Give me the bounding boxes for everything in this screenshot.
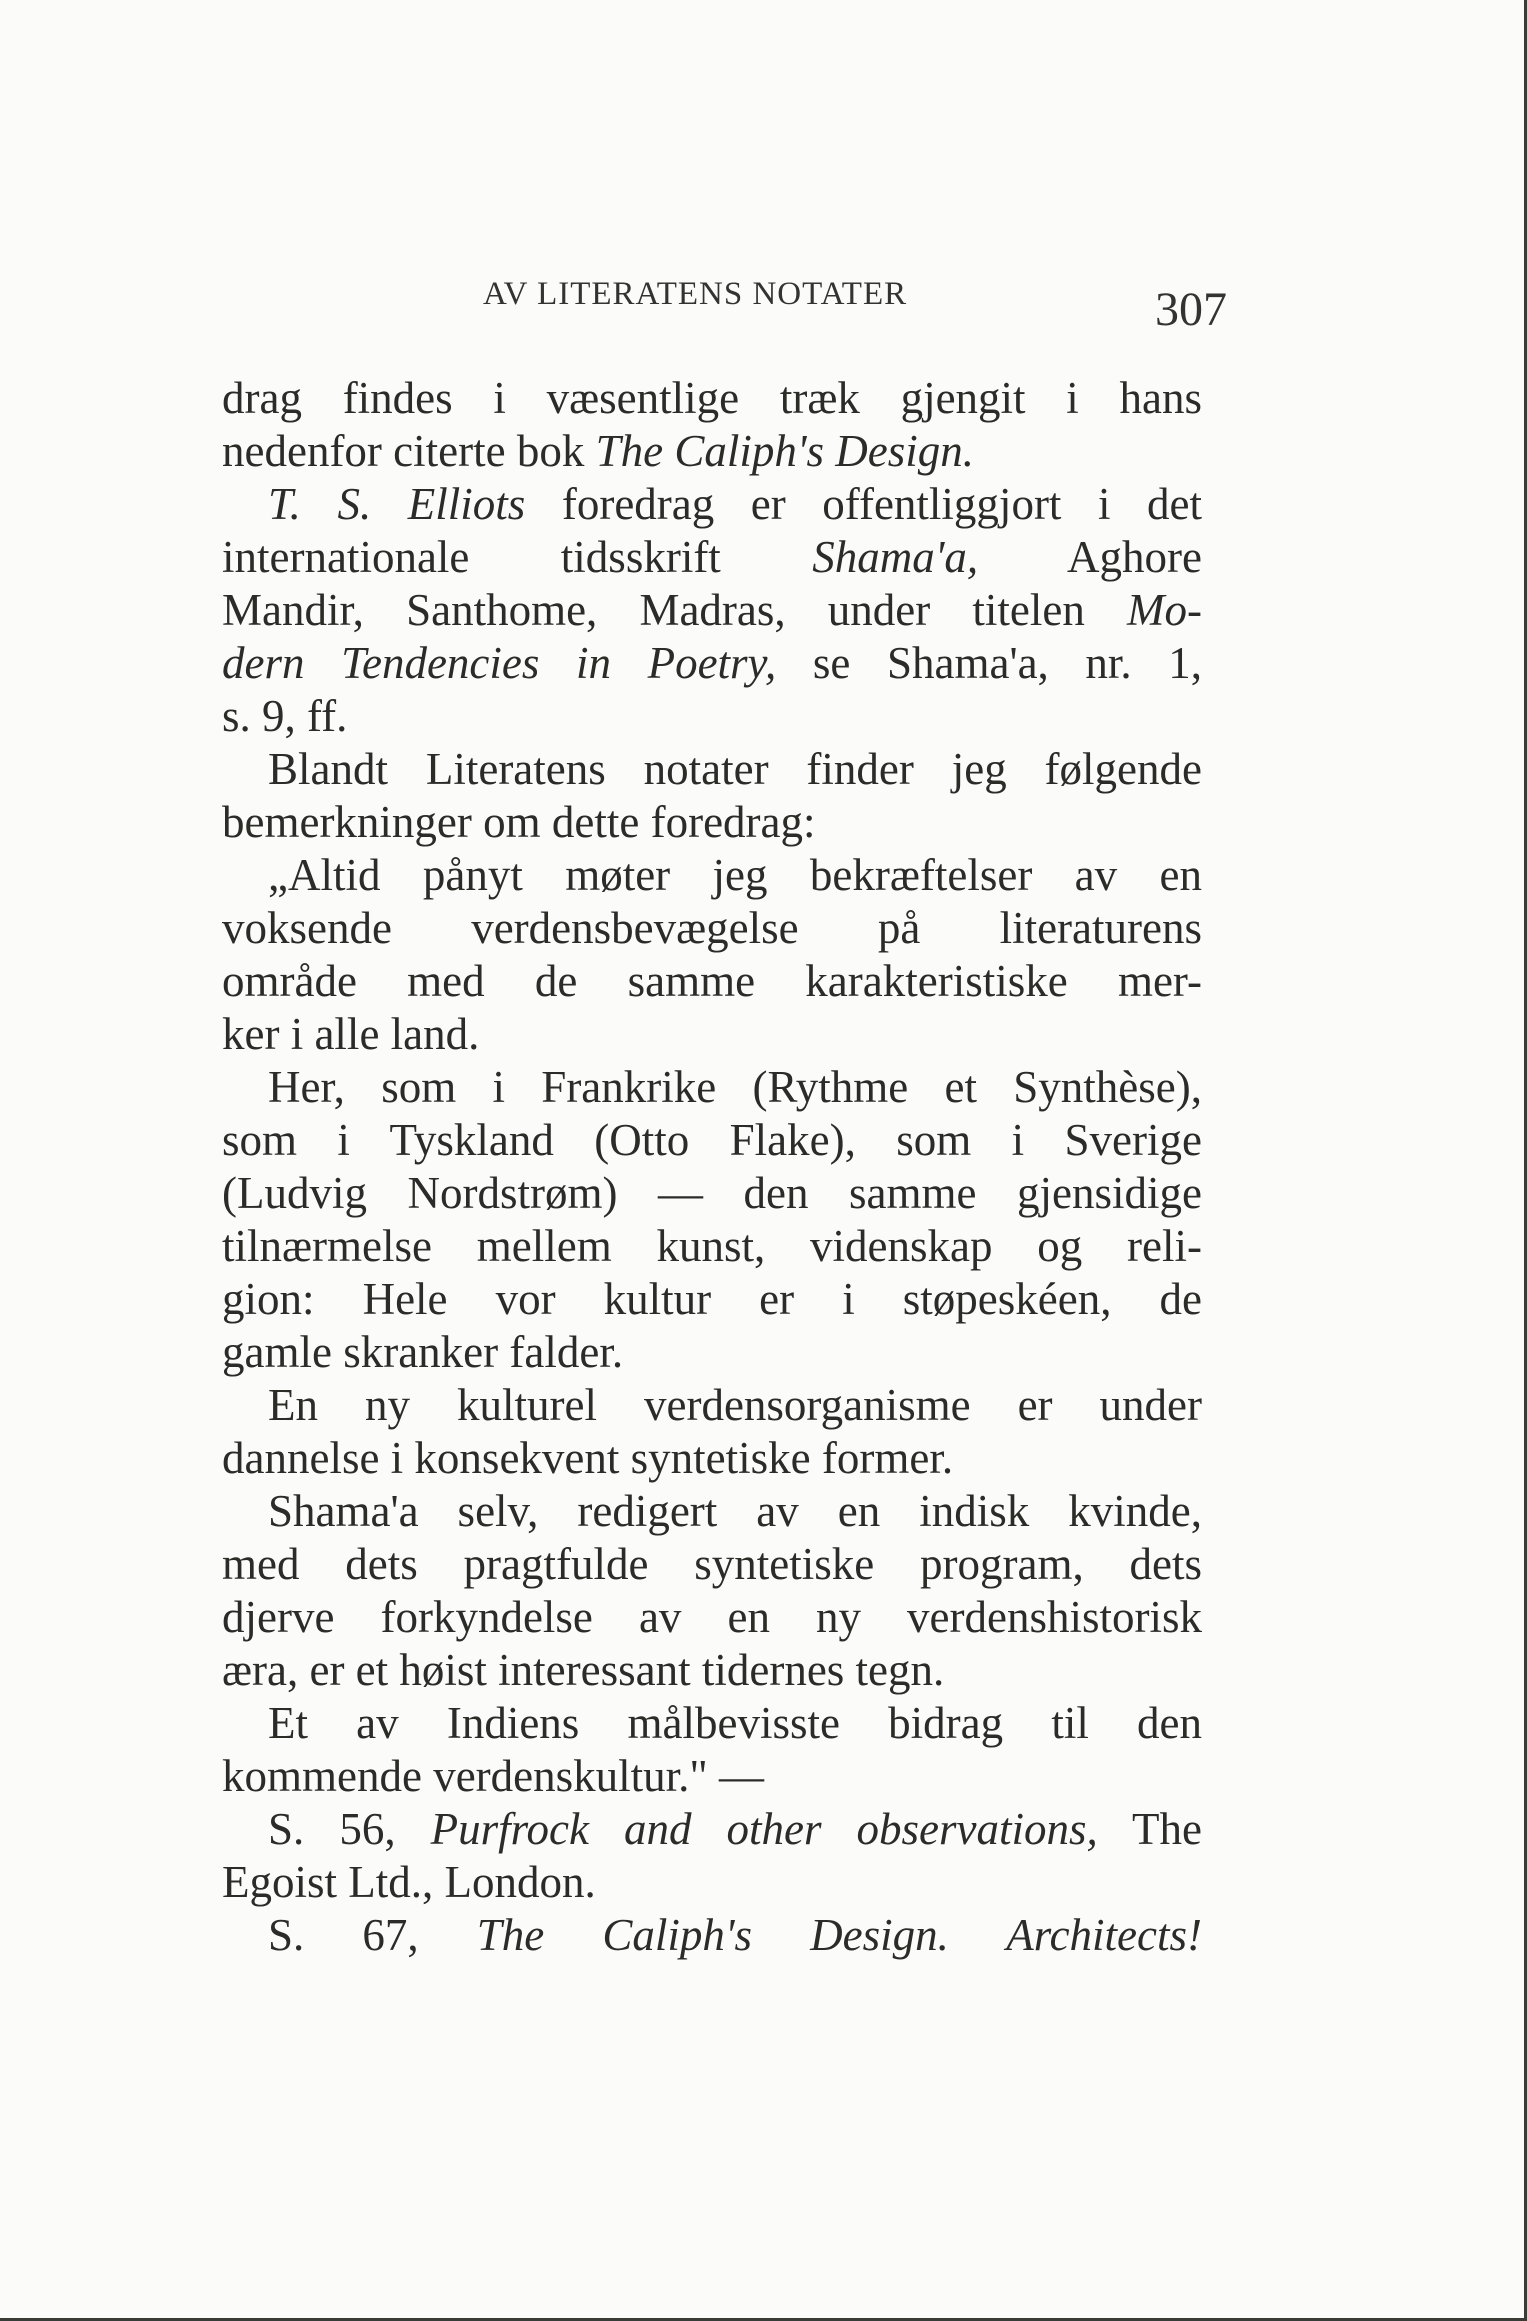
text-line — [222, 1273, 1202, 1326]
text-segment: som i Tyskland (Otto Flake), som i Sverige — [222, 1115, 1202, 1165]
text-line — [222, 1644, 1202, 1697]
text-segment: Egoist Ltd., London. — [222, 1857, 596, 1907]
text-segment: gamle skranker falder. — [222, 1327, 624, 1377]
text-segment: Et av Indiens målbevisste bidrag til den — [268, 1698, 1202, 1748]
text-line — [222, 1114, 1202, 1167]
text-segment: æra, er et høist interessant tidernes tegn. — [222, 1645, 945, 1695]
text-segment: (Ludvig Nordstrøm) — den samme gjensidige — [222, 1168, 1202, 1218]
text-line — [222, 1008, 1202, 1061]
body-text — [222, 372, 1202, 1962]
text-segment: kommende verdenskultur." — — [222, 1751, 765, 1801]
text-segment: voksende verdensbevægelse på literaturens — [222, 903, 1202, 953]
text-segment: med dets pragtfulde syntetiske program, dets — [222, 1539, 1202, 1589]
running-head: AV LITERATENS NOTATER — [483, 276, 908, 312]
text-line — [222, 1803, 1202, 1856]
text-line — [222, 372, 1202, 425]
text-line — [222, 690, 1202, 743]
text-line — [222, 531, 1202, 584]
text-segment: gion: Hele vor kultur er i støpeskéen, de — [222, 1274, 1202, 1324]
text-line — [222, 849, 1202, 902]
text-segment: The — [1097, 1804, 1202, 1854]
text-segment: „Altid pånyt møter jeg bekræftelser av en — [268, 850, 1202, 900]
italic-segment: dern Tendencies in Poetry, — [222, 638, 777, 688]
text-line — [222, 902, 1202, 955]
text-line — [222, 1856, 1202, 1909]
text-line — [222, 1909, 1202, 1962]
italic-segment: Mo- — [1127, 585, 1202, 635]
page-number: 307 — [1155, 283, 1227, 336]
text-line — [222, 743, 1202, 796]
text-line — [222, 1432, 1202, 1485]
text-segment: S. 56, — [268, 1804, 431, 1854]
text-line — [222, 1591, 1202, 1644]
text-line — [222, 637, 1202, 690]
text-line — [222, 1167, 1202, 1220]
text-segment: djerve forkyndelse av en ny verdenshistorisk — [222, 1592, 1202, 1642]
text-segment: s. 9, ff. — [222, 691, 348, 741]
italic-segment: Shama'a, — [812, 532, 979, 582]
text-line — [222, 1061, 1202, 1114]
text-segment: internationale tidsskrift — [222, 532, 813, 582]
text-line — [222, 955, 1202, 1008]
text-segment: tilnærmelse mellem kunst, videnskap og reli- — [222, 1221, 1202, 1271]
text-segment: foredrag er offentliggjort i det — [525, 479, 1202, 529]
italic-segment: The Caliph's Design. Architects! — [476, 1910, 1202, 1960]
text-segment: nedenfor citerte bok — [222, 426, 596, 476]
text-line — [222, 1379, 1202, 1432]
italic-segment: The Caliph's Design. — [595, 426, 974, 476]
text-segment: S. 67, — [268, 1910, 477, 1960]
text-segment: Her, som i Frankrike (Rythme et Synthèse), — [268, 1062, 1202, 1112]
text-segment: Blandt Literatens notater finder jeg følgende — [268, 744, 1202, 794]
text-segment: se Shama'a, nr. 1, — [776, 638, 1202, 688]
text-line — [222, 796, 1202, 849]
text-line — [222, 425, 1202, 478]
text-segment: ker i alle land. — [222, 1009, 480, 1059]
italic-segment: Purfrock and other observations, — [430, 1804, 1098, 1854]
text-line — [222, 1326, 1202, 1379]
text-segment: Mandir, Santhome, Madras, under titelen — [222, 585, 1128, 635]
text-line — [222, 1697, 1202, 1750]
text-segment: område med de samme karakteristiske mer- — [222, 956, 1202, 1006]
text-line — [222, 1750, 1202, 1803]
italic-segment: T. S. Elliots — [268, 479, 526, 529]
text-line — [222, 1220, 1202, 1273]
text-line — [222, 1538, 1202, 1591]
text-segment: Aghore — [978, 532, 1202, 582]
text-line — [222, 1485, 1202, 1538]
text-segment: bemerkninger om dette foredrag: — [222, 797, 816, 847]
text-line — [222, 478, 1202, 531]
text-segment: En ny kulturel verdensorganisme er under — [268, 1380, 1202, 1430]
text-segment: Shama'a selv, redigert av en indisk kvinde, — [268, 1486, 1202, 1536]
text-line — [222, 584, 1202, 637]
text-segment: dannelse i konsekvent syntetiske former. — [222, 1433, 954, 1483]
text-segment: drag findes i væsentlige træk gjengit i hans — [222, 373, 1202, 423]
